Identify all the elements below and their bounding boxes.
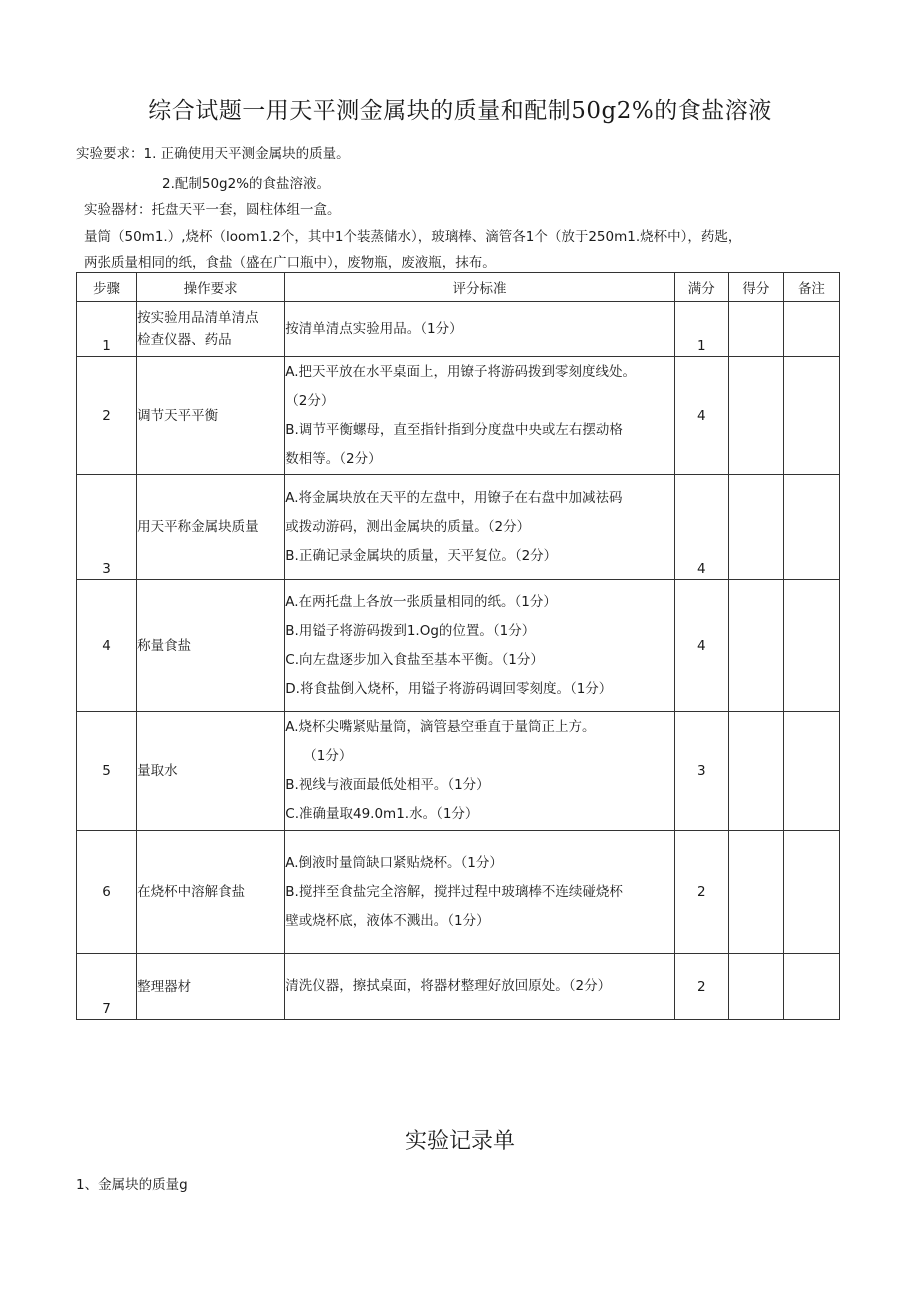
equipment-line-3: 两张质量相同的纸，食盐（盛在广口瓶中），废物瓶，废液瓶，抹布。 [84,255,496,271]
table-row [77,580,840,712]
criteria-line: （1分） [303,748,353,764]
got-score-cell [728,302,783,357]
header-criteria: 评分标准 [285,273,675,302]
header-got-score: 得分 [728,273,783,302]
requirement-item-1: 1. 正确使用天平测金属块的质量。 [143,146,350,162]
criteria-cell [285,954,675,1020]
criteria-line: A.烧杯尖嘴紧贴量筒，滴管悬空垂直于量筒正上方。 [285,719,596,735]
criteria-line: B.视线与液面最低处相平。（1分） [285,777,490,793]
criteria-line: D.将食盐倒入烧杯，用镒子将游码调回零刻度。（1分） [285,680,613,697]
criteria-line: A.在两托盘上各放一张质量相同的纸。（1分） [285,593,557,610]
operation-line: 在烧杯中溶解食盐 [137,884,246,900]
full-score: 4 [674,357,728,475]
criteria-cell [285,475,675,580]
operation-line: 用天平称金属块质量 [137,519,259,535]
record-sheet-title: 实验记录单 [404,1129,515,1154]
requirements-line-1 [76,142,350,162]
criteria-line: 清洗仪器，擦拭桌面，将器材整理好放回原处。（2分） [285,978,612,994]
requirements-label: 实验要求： [76,146,144,162]
remarks-cell [783,580,839,712]
operation-line: 按实验用品清单清点 [137,310,259,326]
full-score: 4 [674,475,728,580]
criteria-cell [285,357,675,475]
criteria-line: B.调节平衡螺母，直至指针指到分度盘中央或左右摆动格 [285,421,623,438]
page-title: 综合试题一用天平测金属块的质量和配制50g2%的食盐溶液 [148,98,772,124]
criteria-line: B.用镒子将游码拨到1.Og的位置。（1分） [285,622,536,639]
record-item-1: 1、金属块的质量g [76,1177,188,1193]
criteria-cell [285,302,675,357]
remarks-cell [783,712,839,831]
criteria-cell [285,712,675,831]
operation-cell [137,712,285,831]
step-number: 4 [77,580,137,712]
table-row [77,712,840,831]
full-score: 3 [674,712,728,831]
equipment-line-1: 实验器材：托盘天平一套，圆柱体组一盒。 [84,202,341,218]
criteria-line: C.准确量取49.0m1.水。（1分） [285,806,479,822]
full-score: 2 [674,831,728,954]
operation-cell [137,954,285,1020]
table-row [77,302,840,357]
got-score-cell [728,475,783,580]
header-remarks: 备注 [783,273,839,302]
criteria-line: 壁或烧杯底，液体不溅出。（1分） [285,912,490,929]
criteria-line: A.将金属块放在天平的左盘中，用镣子在右盘中加减祛码 [285,489,623,506]
table-row [77,475,840,580]
requirement-item-2: 2.配制50g2%的食盐溶液。 [162,176,331,192]
step-number: 6 [77,831,137,954]
step-number: 7 [77,954,137,1020]
criteria-line: A.把天平放在水平桌面上，用镣子将游码拨到零刻度线处。 [285,363,637,380]
remarks-cell [783,954,839,1020]
table-header-row [77,273,840,302]
criteria-line: C.向左盘逐步加入食盐至基本平衡。（1分） [285,651,544,668]
criteria-line: 按清单清点实验用品。（1分） [285,320,463,337]
table-row [77,357,840,475]
criteria-line: 或拨动游码，测出金属块的质量。（2分） [285,518,531,535]
operation-line: 调节天平平衡 [137,407,219,424]
got-score-cell [728,712,783,831]
equipment-line-2: 量筒（50m1.）,烧杯（loom1.2个，其中1个装蒸储水），玻璃棒、滴管各1个（放于250m1.烧杯中），药匙， [84,229,742,245]
criteria-line: B.搅拌至食盐完全溶解，搅拌过程中玻璃棒不连续碰烧杯 [285,883,623,900]
criteria-line: （2分） [285,392,335,409]
criteria-line: A.倒液时量筒缺口紧贴烧杯。（1分） [285,854,503,871]
operation-cell [137,302,285,357]
criteria-cell [285,580,675,712]
operation-line: 整理器材 [137,978,192,995]
step-number: 5 [77,712,137,831]
operation-line: 检查仪器、药品 [137,332,232,348]
operation-line: 量取水 [137,763,178,779]
got-score-cell [728,580,783,712]
operation-line: 称量食盐 [137,637,192,654]
scoring-table [76,272,840,1020]
full-score: 1 [674,302,728,357]
operation-cell [137,475,285,580]
remarks-cell [783,475,839,580]
remarks-cell [783,302,839,357]
operation-cell [137,357,285,475]
table-row [77,954,840,1020]
got-score-cell [728,357,783,475]
step-number: 3 [77,475,137,580]
header-step: 步骤 [77,273,137,302]
table-row [77,831,840,954]
criteria-cell [285,831,675,954]
header-full-score: 满分 [674,273,728,302]
criteria-line: 数相等。（2分） [285,450,382,467]
header-operation: 操作要求 [137,273,285,302]
remarks-cell [783,831,839,954]
criteria-line: B.正确记录金属块的质量，天平复位。（2分） [285,547,558,564]
operation-cell [137,580,285,712]
operation-cell [137,831,285,954]
full-score: 2 [674,954,728,1020]
remarks-cell [783,357,839,475]
full-score: 4 [674,580,728,712]
got-score-cell [728,954,783,1020]
step-number: 1 [77,302,137,357]
step-number: 2 [77,357,137,475]
got-score-cell [728,831,783,954]
